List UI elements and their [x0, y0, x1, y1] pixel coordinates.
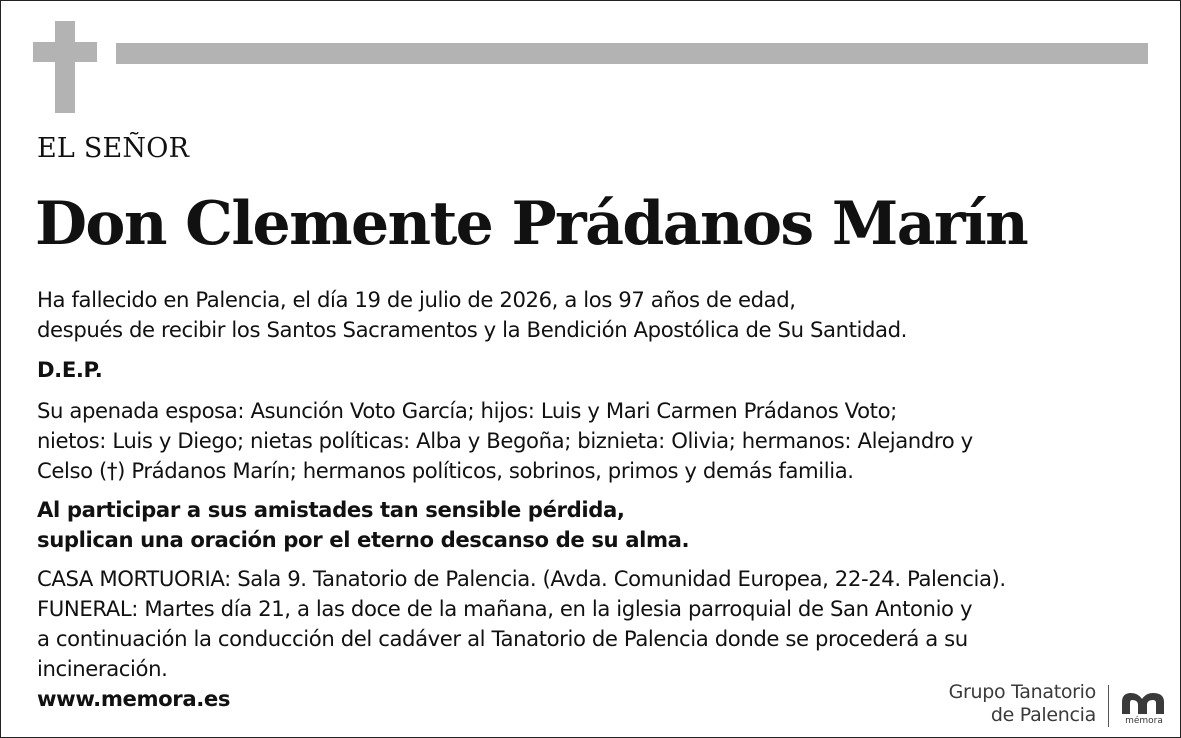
logo-text: mémora — [1125, 716, 1163, 726]
family-line: Celso (†) Prádanos Marín; hermanos políticos, sobrinos, primos y demás familia. — [37, 458, 854, 483]
website-link[interactable]: www.memora.es — [37, 686, 231, 711]
family-line: nietos: Luis y Diego; nietas políticas: Alba y Begoña; biznieta: Olivia; hermanos: Alejandro y — [37, 428, 973, 453]
deceased-name: Don Clemente Prádanos Marín — [35, 189, 1028, 259]
dep-label: D.E.P. — [37, 357, 103, 382]
latin-cross-icon-arm — [33, 42, 97, 62]
family-line: Su apenada esposa: Asunción Voto García; hijos: Luis y Mari Carmen Prádanos Voto; — [37, 398, 897, 423]
request-line: Al participar a sus amistades tan sensible pérdida, — [37, 497, 625, 522]
header-bar — [116, 43, 1148, 64]
request-line: suplican una oración por el eterno descanso de su alma. — [37, 527, 690, 552]
brand-divider — [1108, 685, 1109, 727]
brand-line: Grupo Tanatorio — [948, 681, 1096, 703]
funeral-details — [37, 564, 1006, 684]
details-line: a continuación la conducción del cadáver al Tanatorio de Palencia donde se procederá a su — [37, 626, 968, 651]
brand-name — [949, 681, 1096, 727]
prayer-request — [37, 495, 689, 555]
details-line: incineración. — [37, 656, 168, 681]
announcement-line: después de recibir los Santos Sacramentos y la Bendición Apostólica de Su Santidad. — [37, 317, 908, 342]
announcement-text — [37, 285, 907, 345]
family-text — [37, 396, 973, 486]
latin-cross-icon — [55, 21, 75, 113]
heading-title: EL SEÑOR — [37, 133, 190, 164]
details-line: FUNERAL: Martes día 21, a las doce de la mañana, en la iglesia parroquial de San Antonio y — [37, 596, 973, 621]
brand-line: de Palencia — [990, 704, 1096, 726]
announcement-line: Ha fallecido en Palencia, el día 19 de julio de 2026, a los 97 años de edad, — [37, 287, 796, 312]
details-line: CASA MORTUORIA: Sala 9. Tanatorio de Palencia. (Avda. Comunidad Europea, 22-24. Palencia). — [37, 566, 1006, 591]
